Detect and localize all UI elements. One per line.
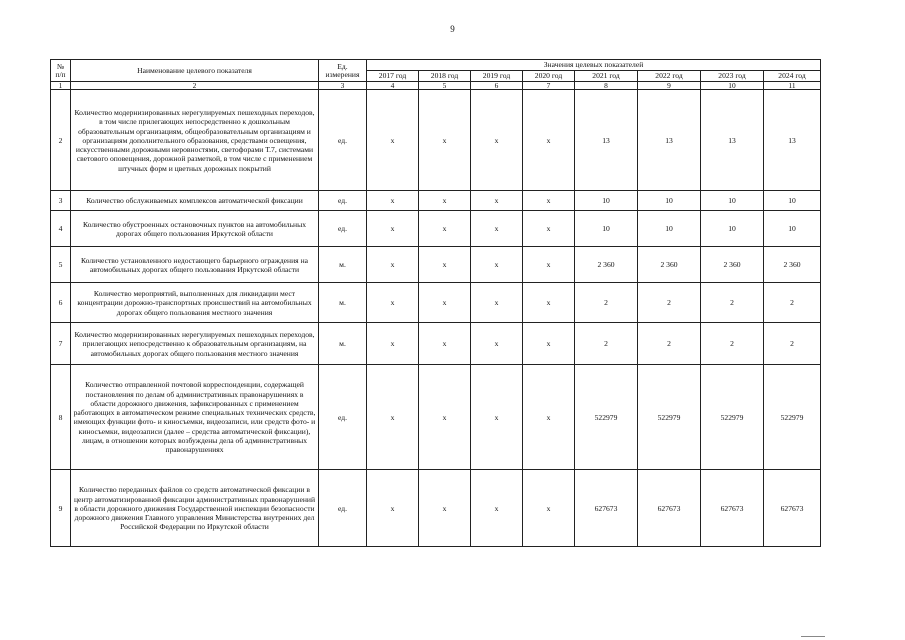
indicator-unit: ед.	[319, 191, 367, 211]
indicator-unit: м.	[319, 247, 367, 283]
indicator-value: х	[419, 323, 471, 365]
indicator-value: х	[419, 191, 471, 211]
indicator-value: 2	[764, 323, 821, 365]
header-year: 2019 год	[471, 71, 523, 82]
indicator-name: Количество мероприятий, выполненных для ликвидации мест концентрации дорожно-транспортных происшествий на автомобильных дорогах общего пользования местного значения	[71, 283, 319, 323]
indicator-value: 2 360	[575, 247, 638, 283]
header-year: 2024 год	[764, 71, 821, 82]
header-year: 2023 год	[701, 71, 764, 82]
indicator-value: х	[471, 247, 523, 283]
indicator-value: х	[367, 211, 419, 247]
table-row	[51, 191, 821, 211]
header-year: 2018 год	[419, 71, 471, 82]
column-number: 11	[764, 82, 821, 90]
indicator-value: х	[419, 211, 471, 247]
indicator-value: 522979	[701, 365, 764, 470]
indicator-value: х	[419, 247, 471, 283]
column-number: 2	[71, 82, 319, 90]
indicator-value: 627673	[575, 470, 638, 547]
header-year: 2020 год	[523, 71, 575, 82]
table-row	[51, 470, 821, 547]
column-number: 10	[701, 82, 764, 90]
column-number: 6	[471, 82, 523, 90]
indicator-value: х	[471, 211, 523, 247]
indicator-name: Количество установленного недостающего барьерного ограждения на автомобильных дорогах общего пользования Иркутской области	[71, 247, 319, 283]
header-year: 2021 год	[575, 71, 638, 82]
indicator-value: 2 360	[764, 247, 821, 283]
indicator-value: х	[367, 191, 419, 211]
indicator-unit: ед.	[319, 365, 367, 470]
header-row-top	[51, 60, 821, 71]
indicator-value: х	[367, 470, 419, 547]
indicator-value: 10	[764, 191, 821, 211]
indicator-value: х	[367, 323, 419, 365]
indicator-value: х	[523, 323, 575, 365]
row-number: 8	[51, 365, 71, 470]
indicator-value: х	[419, 90, 471, 191]
indicator-value: 522979	[638, 365, 701, 470]
indicator-value: х	[367, 365, 419, 470]
indicator-unit: м.	[319, 323, 367, 365]
header-name: Наименование целевого показателя	[71, 60, 319, 82]
indicator-value: 10	[638, 191, 701, 211]
table-row	[51, 365, 821, 470]
indicator-name: Количество отправленной почтовой корреспонденции, содержащей постановления по делам об административных правонарушениях в области дорожного движения, зафиксированных с применением работающих в автоматическом режиме специальных технических средств, имеющих функции фото- и киносъемки, видеозаписи, или средств фото- и киносъемки, видеозаписи (далее – средства автоматической фиксации), лицам, в отношении которых возбуждены дела об административных правонарушениях	[71, 365, 319, 470]
column-number: 9	[638, 82, 701, 90]
indicator-value: 13	[764, 90, 821, 191]
table-row	[51, 247, 821, 283]
row-number: 7	[51, 323, 71, 365]
indicator-value: х	[471, 191, 523, 211]
indicator-value: х	[367, 283, 419, 323]
indicator-value: х	[471, 470, 523, 547]
indicator-value: 2	[764, 283, 821, 323]
indicator-value: 10	[575, 211, 638, 247]
header-year: 2022 год	[638, 71, 701, 82]
indicator-value: 13	[575, 90, 638, 191]
indicator-value: х	[419, 365, 471, 470]
indicator-value: х	[367, 247, 419, 283]
column-number: 4	[367, 82, 419, 90]
indicator-value: 2	[575, 323, 638, 365]
indicator-value: х	[471, 365, 523, 470]
indicator-value: х	[419, 470, 471, 547]
indicator-unit: ед.	[319, 211, 367, 247]
indicator-value: 13	[701, 90, 764, 191]
scan-edge-mark	[801, 636, 825, 640]
table-row	[51, 211, 821, 247]
indicator-name: Количество модернизированных нерегулируемых пешеходных переходов, в том числе прилегающих непосредственно к дошкольным образовательным организациям, общеобразовательным организациям и организациям дополнительного образования, средствами освещения, искусственными дорожными неровностями, светофорами Т.7, системами светового оповещения, дорожной разметкой, в том числе с применением штучных форм и цветных дорожных покрытий	[71, 90, 319, 191]
header-year: 2017 год	[367, 71, 419, 82]
indicator-value: х	[471, 90, 523, 191]
indicator-name: Количество обустроенных остановочных пунктов на автомобильных дорогах общего пользования Иркутской области	[71, 211, 319, 247]
indicator-value: х	[523, 283, 575, 323]
indicator-value: 2 360	[638, 247, 701, 283]
indicator-value: 627673	[701, 470, 764, 547]
indicator-value: 10	[701, 191, 764, 211]
indicator-value: х	[471, 283, 523, 323]
indicator-unit: м.	[319, 283, 367, 323]
indicator-value: 522979	[764, 365, 821, 470]
indicator-value: 627673	[764, 470, 821, 547]
indicator-value: х	[419, 283, 471, 323]
indicator-value: х	[471, 323, 523, 365]
header-num: № п/п	[51, 60, 71, 82]
table-row	[51, 323, 821, 365]
header-values-group: Значения целевых показателей	[367, 60, 821, 71]
indicator-value: 2	[638, 283, 701, 323]
target-indicators-table	[50, 59, 821, 547]
column-number: 1	[51, 82, 71, 90]
row-number: 5	[51, 247, 71, 283]
table-body	[51, 90, 821, 547]
row-number: 6	[51, 283, 71, 323]
indicator-unit: ед.	[319, 470, 367, 547]
indicator-value: х	[523, 247, 575, 283]
indicator-value: 2	[701, 323, 764, 365]
header-unit: Ед. измерения	[319, 60, 367, 82]
indicator-value: х	[523, 211, 575, 247]
indicator-value: 2	[638, 323, 701, 365]
table-row	[51, 90, 821, 191]
indicator-unit: ед.	[319, 90, 367, 191]
column-number: 5	[419, 82, 471, 90]
row-number: 2	[51, 90, 71, 191]
indicator-value: 10	[575, 191, 638, 211]
indicator-name: Количество переданных файлов со средств автоматической фиксации в центр автоматизированной фиксации административных правонарушений в области дорожного движения Государственной инспекции безопасности дорожного движения Главного управления Министерства внутренних дел Российской Федерации по Иркутской области	[71, 470, 319, 547]
indicator-value: х	[367, 90, 419, 191]
indicator-value: х	[523, 470, 575, 547]
indicator-value: 10	[701, 211, 764, 247]
indicator-value: 10	[638, 211, 701, 247]
table-row	[51, 283, 821, 323]
page-number: 9	[450, 24, 455, 34]
row-number: 9	[51, 470, 71, 547]
row-number: 3	[51, 191, 71, 211]
indicator-name: Количество модернизированных нерегулируемых пешеходных переходов, прилегающих непосредственно к образовательным организациям, на автомобильных дорогах общего пользования местного значения	[71, 323, 319, 365]
column-number: 7	[523, 82, 575, 90]
indicator-value: х	[523, 191, 575, 211]
indicator-value: 10	[764, 211, 821, 247]
indicator-value: 522979	[575, 365, 638, 470]
indicator-value: 2 360	[701, 247, 764, 283]
indicator-name: Количество обслуживаемых комплексов автоматической фиксации	[71, 191, 319, 211]
indicator-value: 2	[575, 283, 638, 323]
indicator-value: х	[523, 365, 575, 470]
indicator-value: 2	[701, 283, 764, 323]
column-numbers-row	[51, 82, 821, 90]
column-number: 3	[319, 82, 367, 90]
row-number: 4	[51, 211, 71, 247]
indicator-value: 627673	[638, 470, 701, 547]
indicator-value: х	[523, 90, 575, 191]
indicator-value: 13	[638, 90, 701, 191]
column-number: 8	[575, 82, 638, 90]
